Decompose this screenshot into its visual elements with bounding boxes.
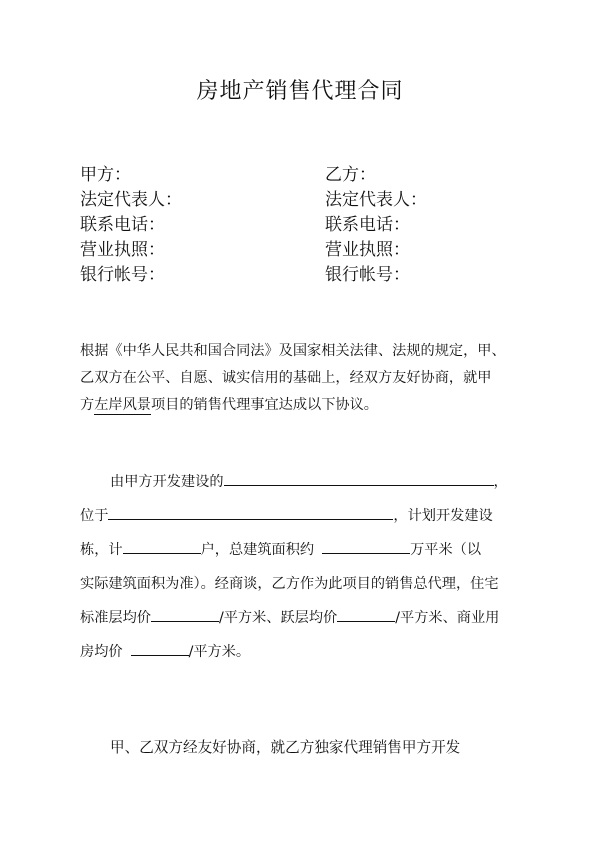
commercial-price-blank[interactable] [131,637,189,656]
terms-line-6-a: 房均价 [80,644,123,660]
party-b-column [325,163,525,288]
terms-line-1 [80,465,530,499]
intro-line-3-suffix: 项目的销售代理事宜达成以下协议。 [150,397,378,413]
terms-line-3-b: 户，总建筑面积约 [200,542,315,558]
terms-line-2-text: 位于 [80,508,109,524]
location-blank[interactable] [108,501,393,520]
terms-line-5 [80,601,530,635]
party-a-column [80,163,280,288]
terms-line-2-end: ，计划开发建设 [393,508,493,524]
standard-floor-price-blank[interactable] [151,603,219,622]
project-name: 左岸风景 [94,397,151,413]
intro-line-1: 根据《中华人民共和国合同法》及国家相关法律、法规的规定，甲、 [80,343,506,359]
party-a-license-label: 营业执照： [80,240,165,260]
terms-line-6-b: /平方米。 [188,644,251,660]
party-b-phone-label: 联系电话： [325,215,410,235]
terms-line-1-end: ， [493,474,508,490]
duplex-price-blank[interactable] [337,603,395,622]
party-a-rep-label: 法定代表人： [80,190,182,210]
intro-line-2: 乙双方在公平、自愿、诚实信用的基础上，经双方友好协商，就甲 [80,370,492,386]
developer-project-blank[interactable] [224,467,494,486]
document-title: 房地产销售代理合同 [196,79,404,104]
party-info-block [80,163,520,293]
terms-line-3 [80,533,530,567]
terms-line-3-a: 栋，计 [80,542,123,558]
terms-line-3-c: 万平米（以 [410,542,482,558]
floor-area-blank[interactable] [322,535,410,554]
party-b-label: 乙方： [325,165,376,185]
party-b-bank-label: 银行帐号： [325,265,410,285]
party-b-rep-label: 法定代表人： [325,190,427,210]
party-a-bank-label: 银行帐号： [80,265,165,285]
terms-line-5-a: 标准层均价 [80,610,151,626]
party-a-phone-label: 联系电话： [80,215,165,235]
terms-line-6 [80,635,530,669]
terms-paragraph [80,465,530,669]
party-a-label: 甲方： [80,165,131,185]
intro-line-3 [80,392,530,419]
terms-line-5-b: /平方米、跃层均价 [218,610,338,626]
terms-line-1-text: 由甲方开发建设的 [110,474,224,490]
terms-line-4: 实际建筑面积为准）。经商谈，乙方作为此项目的销售总代理，住宅 [80,576,499,592]
party-b-license-label: 营业执照： [325,240,410,260]
intro-line-3-prefix: 方 [80,397,95,413]
agency-paragraph-start: 甲、乙双方经友好协商，就乙方独家代理销售甲方开发 [110,739,461,756]
unit-count-blank[interactable] [123,535,201,554]
intro-paragraph [80,338,530,419]
terms-line-2 [80,499,530,533]
terms-line-5-c: /平方米、商业用 [395,610,500,626]
